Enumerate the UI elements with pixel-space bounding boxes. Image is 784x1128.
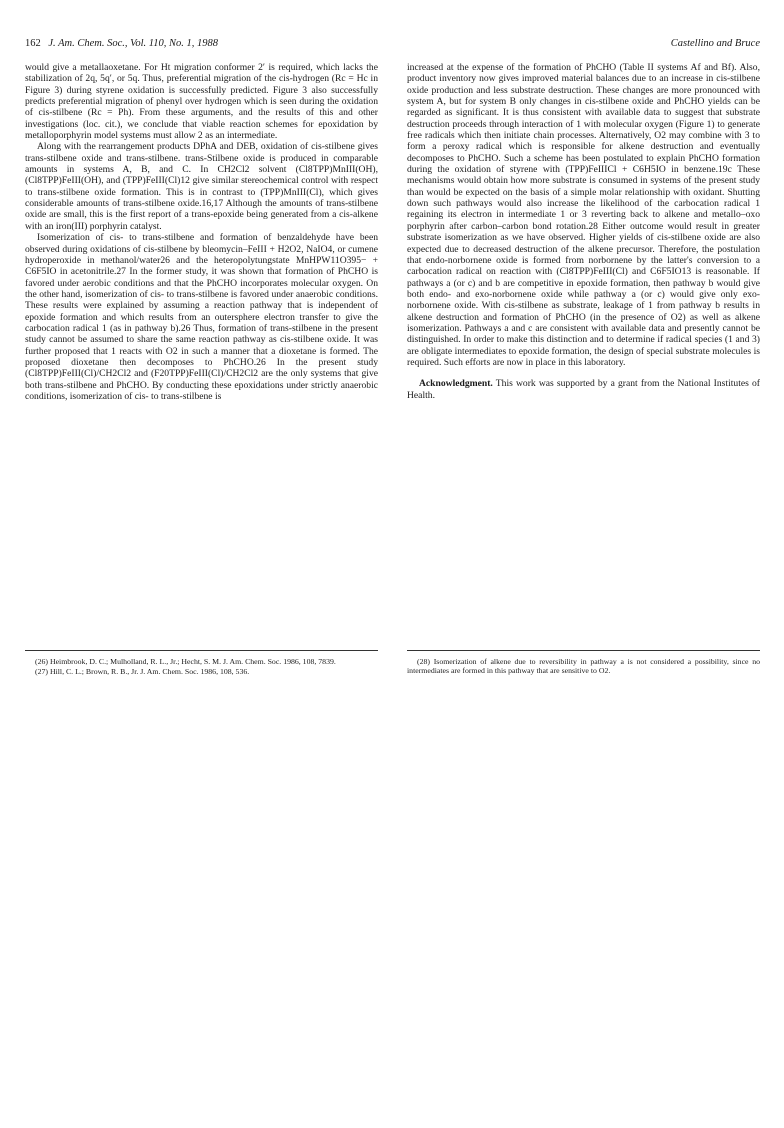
body-paragraph: increased at the expense of the formation of PhCHO (Table II systems Af and Bf). Also, product inventory now gives improved material balances due to an increase in cis-stilbene oxide production and less substrate destruction. These changes are more pronounced with system A, but for system B only changes in cis-stilbene oxide and PhCHO yields can be regarded as significant. It is thus consistent with available data to suggest that substrate destruction proceeds through interaction of 1 with molecular oxygen (Figure 1) to generate free radicals which then initiate chain processes. Alternatively, O2 may combine with 3 to form a peroxy radical which is responsible for alkene destruction and eventually decomposes to PhCHO. Such a scheme has been postulated to explain PhCHO formation during the oxidation of styrene with (TPP)FeIIICl + C6H5IO in benzene.19c These mechanisms would obtain how more substrate is consumed in systems of the present study than would be expected on the basis of a simple molar relationship with oxidant. Shutting down such pathways would also increase the likelihood of the carbocation radical 1 regaining its electron in intermediate 1 or 3 reverting back to alkene and metallo–oxo porphyrin after carbon–carbon bond rotation.28 Either outcome would result in greater substrate isomerization as we have observed. Higher yields of cis-stilbene oxide are also expected due to decreased destruction of the alkene precursor. Therefore, the postulation that endo-norbornene oxide is formed from norbornene by the latter's conversion to a carbocation radical on reaction with (Cl8TPP)FeIII(Cl) and C6F5IO13 is reasonable. If pathways a (or c) and b are competitive in epoxide formation, then pathway b would give both endo- and exo-norbornene oxide while pathway a (or c) would give only exo-norbornene oxide. With cis-stilbene as substrate, leakage of 1 from pathway b results in alkene destruction and formation of PhCHO (in the presence of O2) as well as alkene isomerization. Pathways a and c are consistent with available data and presently cannot be distinguished. In order to make this distinction and to determine if radical species (1 and 3) are obligate intermediates to epoxide formation, the design of special substrate molecules is required. Such efforts are now in place in this laboratory.	[407, 62, 760, 368]
right-column	[407, 62, 760, 401]
acknowledgment-text: This work was supported by a grant from the National Institutes of Health.	[407, 378, 760, 401]
footnote: (27) Hill, C. L.; Brown, R. B., Jr. J. Am. Chem. Soc. 1986, 108, 536.	[35, 667, 250, 677]
footnotes-right	[407, 650, 760, 677]
running-head-authors: Castellino and Bruce	[670, 38, 760, 49]
acknowledgment	[407, 378, 760, 401]
footnote: (28) Isomerization of alkene due to reversibility in pathway a is not considered a possibility, since no intermediates are formed in this pathway that are sensitive to O2.	[407, 657, 760, 676]
footnote: (26) Heimbrook, D. C.; Mulholland, R. L., Jr.; Hecht, S. M. J. Am. Chem. Soc. 1986, 108, 7839.	[35, 657, 336, 666]
body-paragraph: Along with the rearrangement products DPhA and DEB, oxidation of cis-stilbene gives trans-stilbene oxide and trans-stilbene. trans-Stilbene oxide is produced in comparable amounts in systems A, B, and C. In CH2Cl2 solvent (Cl8TPP)MnIII(OH), (Cl8TPP)FeIII(OH), and (TPP)FeIII(Cl)12 give similar stereochemical control with respect to trans-stilbene oxide formation. This is in contrast to (TPP)MnIII(Cl), which gives considerable amounts of trans-stilbene oxide.16,17 Although the amounts of trans-stilbene oxide are small, this is the first report of a trans-epoxide being generated from a cis-alkene with an iron(III) porphyrin catalyst.	[25, 141, 378, 232]
body-paragraph: would give a metallaoxetane. For Ht migration conformer 2′ is required, which lacks the stabilization of 2q, 5q′, or 5q. Thus, preferential migration of the cis-hydrogen (Rc = Hc in Figure 3) during styrene oxidation is successfully predicted. Figure 3 also successfully predicts preferential migration of phenyl over hydrogen which is seen during the oxidation of cis-stilbene (Rc = Ph). From these arguments, and the results of this and other investigations (loc. cit.), we conclude that viable reaction schemes for epoxidation by metalloporphyrin model systems must allow 2 as an intermediate.	[25, 62, 378, 142]
body-paragraph: Isomerization of cis- to trans-stilbene and formation of benzaldehyde have been observed during oxidations of cis-stilbene by bleomycin–FeIII + H2O2, NaIO4, or cumene hydroperoxide in methanol/water26 and the heteropolytungstate MnHPW11O395− + C6F5IO in acetonitrile.27 In the former study, it was shown that formation of PhCHO is favored under aerobic conditions and that the PhCHO incorporates molecular oxygen. On the other hand, isomerization of cis- to trans-stilbene is favored under anaerobic conditions. These results were explained by assuming a reaction pathway that is independent of epoxide formation and which results from an outersphere electron transfer to give the carbocation radical 1 (as in pathway b).26 Thus, formation of trans-stilbene in the present study cannot be assumed to share the same reaction pathway as cis-stilbene oxide. It was further proposed that 1 reacts with O2 in such a manner that a dioxetane is formed. The proposed dioxetane then decomposes to PhCHO.26 In the present study (Cl8TPP)FeIII(Cl)/CH2Cl2 and (F20TPP)FeIII(Cl)/CH2Cl2 are the only systems that give both trans-stilbene and PhCHO. By conducting these epoxidations under strictly anaerobic conditions, isomerization of cis- to trans-stilbene is	[25, 232, 378, 402]
page-header	[25, 38, 760, 54]
journal-citation: J. Am. Chem. Soc., Vol. 110, No. 1, 1988	[48, 38, 219, 49]
footnotes-left	[25, 650, 378, 678]
left-column	[25, 62, 378, 402]
running-head-left	[25, 38, 218, 49]
page-number: 162	[25, 38, 41, 49]
acknowledgment-heading: Acknowledgment.	[419, 378, 493, 390]
